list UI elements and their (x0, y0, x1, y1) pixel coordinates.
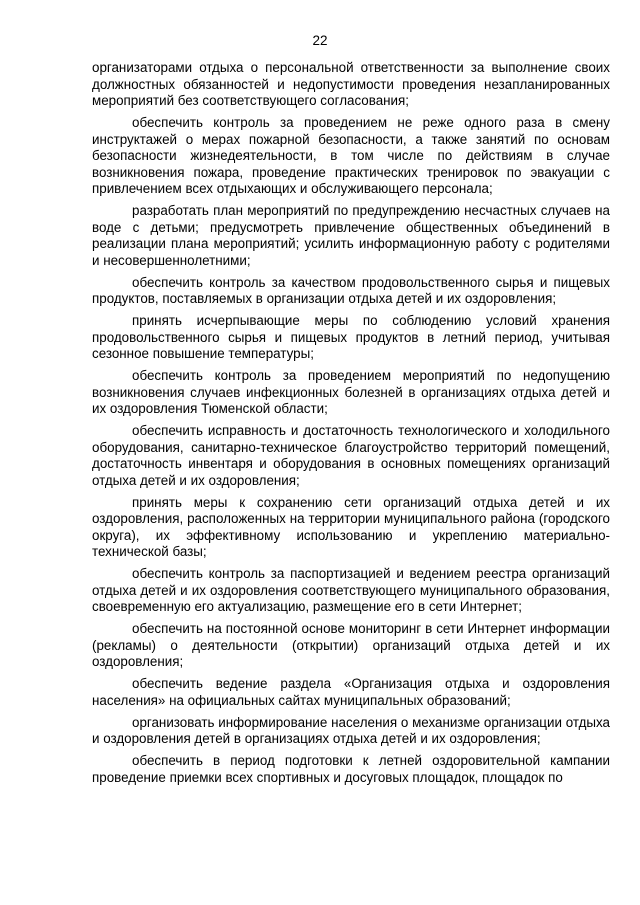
paragraph-food-quality-control: обеспечить контроль за качеством продовольственного сырья и пищевых продуктов, поставляемых в организации отдыха детей и их оздоровления; (92, 274, 610, 306)
paragraph-internet-monitoring: обеспечить на постоянной основе мониторинг в сети Интернет информации (рекламы) о деятельности (открытии) организаций отдыха детей и их оздоровления; (92, 621, 610, 669)
paragraph-network-preservation: принять меры к сохранению сети организаций отдыха детей и их оздоровления, расположенных на территории муниципального района (городского округа), их эффективному использованию и укреплению материально-технической базы; (92, 494, 610, 559)
paragraph-website-section: обеспечить ведение раздела «Организация отдыха и оздоровления населения» на официальных сайтах муниципальных образований; (92, 676, 610, 708)
paragraph-site-acceptance: обеспечить в период подготовки к летней оздоровительной кампании проведение приемки всех спортивных и досуговых площадок, площадок по (92, 753, 610, 785)
document-body (92, 60, 610, 792)
paragraph-public-information: организовать информирование населения о механизме организации отдыха и оздоровления детей в организациях отдыха детей и их оздоровления; (92, 714, 610, 746)
paragraph-registry-control: обеспечить контроль за паспортизацией и ведением реестра организаций отдыха детей и их оздоровления соответствующего муниципального образования, своевременную его актуализацию, размещение его в сети Интернет; (92, 566, 610, 614)
paragraph-water-accident-plan: разработать план мероприятий по предупреждению несчастных случаев на воде с детьми; предусмотреть привлечение общественных объединений в реализации плана мероприятий; усилить информационную работу с родителями и несовершеннолетними; (92, 203, 610, 268)
paragraph-infection-prevention: обеспечить контроль за проведением мероприятий по недопущению возникновения случаев инфекционных болезней в организациях отдыха детей и их оздоровления Тюменской области; (92, 368, 610, 416)
page-number: 22 (312, 33, 328, 48)
paragraph-equipment-serviceability: обеспечить исправность и достаточность технологического и холодильного оборудования, санитарно-техническое благоустройство территорий помещений, достаточность инвентаря и оборудования в основных помещениях организаций отдыха детей и их оздоровления; (92, 423, 610, 488)
paragraph-food-storage: принять исчерпывающие меры по соблюдению условий хранения продовольственного сырья и пищевых продуктов в летний период, учитывая сезонное повышение температуры; (92, 313, 610, 361)
paragraph-continuation: организаторами отдыха о персональной ответственности за выполнение своих должностных обязанностей и недопустимости проведения незапланированных мероприятий без соответствующего согласования; (92, 60, 610, 108)
paragraph-fire-safety-briefings: обеспечить контроль за проведением не реже одного раза в смену инструктажей о мерах пожарной безопасности, а также занятий по основам безопасности жизнедеятельности, в том числе по действиям в случае возникновения пожара, проведение практических тренировок по эвакуации с привлечением всех отдыхающих и обслуживающего персонала; (92, 115, 610, 196)
